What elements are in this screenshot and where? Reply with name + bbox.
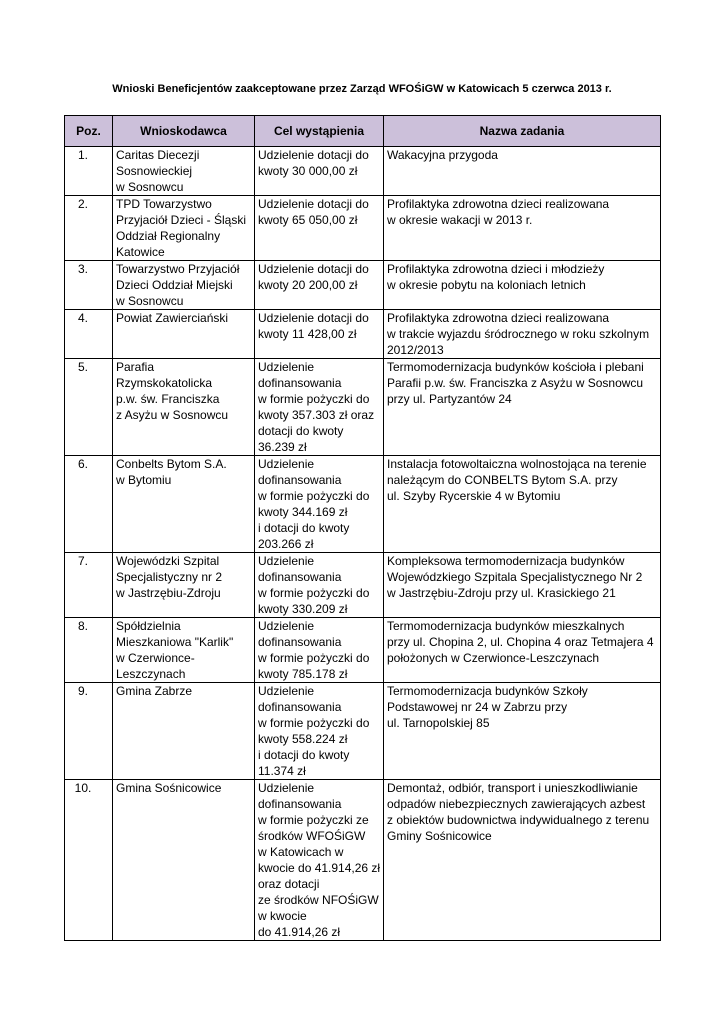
- table-row: [65, 456, 661, 553]
- cell-line: Termomodernizacja budynków kościoła i plebani: [387, 360, 644, 374]
- cell-wnioskodawca: [113, 683, 255, 780]
- cell-line: Gminy Sośnicowice: [387, 829, 492, 843]
- table-body: [65, 147, 661, 941]
- cell-line: i dotacji do kwoty: [258, 748, 350, 762]
- cell-line: Oddział Regionalny: [116, 229, 221, 243]
- header-row: [65, 116, 661, 147]
- cell-line: 11.374 zł: [258, 764, 306, 778]
- cell-line: dofinansowania: [258, 473, 342, 487]
- cell-line: Termomodernizacja budynków Szkoły: [387, 684, 588, 698]
- cell-line: ul. Szyby Rycerskie 4 w Bytomiu: [387, 489, 561, 503]
- cell-line: przy ul. Chopina 2, ul. Chopina 4 oraz Tetmajera 4: [387, 635, 654, 649]
- cell-wnioskodawca: [113, 780, 255, 941]
- cell-line: należącym do CONBELTS Bytom S.A. przy: [387, 473, 618, 487]
- cell-poz: 3.: [65, 261, 113, 310]
- cell-nazwa: [384, 618, 661, 683]
- cell-line: w Jastrzębiu-Zdroju przy ul. Krasickiego 21: [387, 586, 616, 600]
- cell-cel: [255, 196, 384, 261]
- cell-line: dofinansowania: [258, 700, 342, 714]
- cell-line: w Sosnowcu: [116, 294, 184, 308]
- cell-cel: [255, 359, 384, 456]
- cell-line: ul. Tarnopolskiej 85: [387, 716, 490, 730]
- cell-line: 36.239 zł: [258, 440, 307, 454]
- cell-line: dofinansowania: [258, 376, 342, 390]
- cell-poz: 6.: [65, 456, 113, 553]
- cell-line: Udzielenie: [258, 619, 315, 633]
- cell-poz: 4.: [65, 310, 113, 359]
- cell-line: Udzielenie: [258, 360, 315, 374]
- cell-line: w trakcie wyjazdu śródrocznego w roku szkolnym: [387, 327, 650, 341]
- cell-line: Instalacja fotowoltaiczna wolnostojąca na terenie: [387, 457, 647, 471]
- column-header-cel: Cel wystąpienia: [255, 116, 384, 147]
- cell-line: w Katowicach w: [258, 845, 344, 859]
- cell-line: dofinansowania: [258, 797, 342, 811]
- cell-line: Udzielenie: [258, 781, 315, 795]
- cell-poz: 10.: [65, 780, 113, 941]
- cell-cel: [255, 780, 384, 941]
- cell-line: Conbelts Bytom S.A.: [116, 457, 227, 471]
- cell-wnioskodawca: [113, 147, 255, 196]
- cell-nazwa: [384, 147, 661, 196]
- cell-line: ze środków NFOŚiGW: [258, 893, 379, 907]
- cell-line: oraz dotacji: [258, 877, 320, 891]
- cell-line: Spółdzielnia: [116, 619, 181, 633]
- column-header-wnioskodawca: Wnioskodawca: [113, 116, 255, 147]
- cell-nazwa: [384, 261, 661, 310]
- cell-line: Udzielenie dotacji do: [258, 148, 369, 162]
- table-row: [65, 780, 661, 941]
- cell-line: dofinansowania: [258, 635, 342, 649]
- cell-line: kwoty 344.169 zł: [258, 505, 348, 519]
- cell-wnioskodawca: [113, 618, 255, 683]
- cell-cel: [255, 261, 384, 310]
- cell-line: kwoty 11 428,00 zł: [258, 327, 357, 341]
- table-row: [65, 310, 661, 359]
- cell-line: kwoty 30 000,00 zł: [258, 164, 358, 178]
- cell-line: Demontaż, odbiór, transport i unieszkodliwianie: [387, 781, 638, 795]
- cell-line: i dotacji do kwoty: [258, 521, 350, 535]
- cell-line: Caritas Diecezji: [116, 148, 200, 162]
- cell-poz: 8.: [65, 618, 113, 683]
- cell-line: kwoty 357.303 zł oraz: [258, 408, 375, 422]
- cell-line: w Bytomiu: [116, 473, 172, 487]
- cell-line: w Czerwionce-: [116, 651, 195, 665]
- cell-line: dotacji do kwoty: [258, 424, 344, 438]
- column-header-nazwa: Nazwa zadania: [384, 116, 661, 147]
- cell-line: Wojewódzki Szpital: [116, 554, 220, 568]
- cell-line: w kwocie: [258, 909, 307, 923]
- cell-poz: 5.: [65, 359, 113, 456]
- cell-line: przy ul. Partyzantów 24: [387, 392, 512, 406]
- table-row: [65, 196, 661, 261]
- cell-line: TPD Towarzystwo: [116, 197, 212, 211]
- cell-poz: 7.: [65, 553, 113, 618]
- cell-line: kwocie do 41.914,26 zł: [258, 861, 381, 875]
- cell-line: dofinansowania: [258, 570, 342, 584]
- cell-wnioskodawca: [113, 196, 255, 261]
- page-title: Wnioski Beneficjentów zaakceptowane przez Zarząd WFOŚiGW w Katowicach 5 czerwca 2013 r.: [112, 83, 612, 95]
- cell-line: 2012/2013: [387, 343, 444, 357]
- cell-line: Rzymskokatolicka: [116, 376, 213, 390]
- cell-wnioskodawca: [113, 456, 255, 553]
- cell-line: kwoty 558.224 zł: [258, 732, 348, 746]
- table-header: [65, 116, 661, 147]
- cell-line: 203.266 zł: [258, 537, 314, 551]
- cell-line: kwoty 65 050,00 zł: [258, 213, 358, 227]
- cell-line: Gmina Zabrze: [116, 684, 193, 698]
- cell-line: z Asyżu w Sosnowcu: [116, 408, 229, 422]
- cell-line: z obiektów budownictwa indywidualnego z terenu: [387, 813, 650, 827]
- cell-line: kwoty 20 200,00 zł: [258, 278, 358, 292]
- cell-line: Udzielenie: [258, 554, 315, 568]
- cell-line: w formie pożyczki do: [258, 651, 370, 665]
- cell-poz: 1.: [65, 147, 113, 196]
- cell-line: położonych w Czerwionce-Leszczynach: [387, 651, 600, 665]
- cell-cel: [255, 683, 384, 780]
- cell-line: w formie pożyczki ze: [258, 813, 369, 827]
- cell-nazwa: [384, 553, 661, 618]
- cell-line: Podstawowej nr 24 w Zabrzu przy: [387, 700, 568, 714]
- cell-wnioskodawca: [113, 553, 255, 618]
- cell-line: kwoty 330.209 zł: [258, 602, 348, 616]
- cell-cel: [255, 553, 384, 618]
- cell-line: w formie pożyczki do: [258, 489, 370, 503]
- cell-line: w formie pożyczki do: [258, 716, 370, 730]
- cell-line: Przyjaciół Dzieci - Śląski: [116, 213, 247, 227]
- cell-line: Profilaktyka zdrowotna dzieci realizowana: [387, 197, 610, 211]
- cell-line: Udzielenie dotacji do: [258, 197, 369, 211]
- table-row: [65, 553, 661, 618]
- cell-line: Wojewódzkiego Szpitala Specjalistycznego Nr 2: [387, 570, 643, 584]
- cell-line: Parafii p.w. św. Franciszka z Asyżu w Sosnowcu: [387, 376, 644, 390]
- cell-line: Specjalistyczny nr 2: [116, 570, 223, 584]
- cell-line: Mieszkaniowa "Karlik": [116, 635, 234, 649]
- cell-line: Wakacyjna przygoda: [387, 148, 498, 162]
- cell-line: Profilaktyka zdrowotna dzieci realizowana: [387, 311, 610, 325]
- cell-cel: [255, 310, 384, 359]
- cell-line: Udzielenie dotacji do: [258, 262, 369, 276]
- column-header-poz: Poz.: [65, 116, 113, 147]
- cell-nazwa: [384, 359, 661, 456]
- cell-line: Dzieci Oddział Miejski: [116, 278, 233, 292]
- cell-line: Kompleksowa termomodernizacja budynków: [387, 554, 625, 568]
- cell-line: Leszczynach: [116, 667, 186, 681]
- cell-wnioskodawca: [113, 310, 255, 359]
- cell-wnioskodawca: [113, 261, 255, 310]
- cell-cel: [255, 147, 384, 196]
- cell-poz: 2.: [65, 196, 113, 261]
- cell-cel: [255, 456, 384, 553]
- cell-line: w formie pożyczki do: [258, 586, 370, 600]
- grants-table: [64, 115, 661, 941]
- cell-line: Gmina Sośnicowice: [116, 781, 222, 795]
- cell-nazwa: [384, 456, 661, 553]
- cell-line: w Jastrzębiu-Zdroju: [116, 586, 221, 600]
- cell-line: do 41.914,26 zł: [258, 925, 341, 939]
- cell-nazwa: [384, 310, 661, 359]
- table-row: [65, 683, 661, 780]
- cell-line: Udzielenie: [258, 457, 315, 471]
- table-row: [65, 261, 661, 310]
- cell-line: w formie pożyczki do: [258, 392, 370, 406]
- cell-line: Udzielenie: [258, 684, 315, 698]
- cell-line: Parafia: [116, 360, 155, 374]
- cell-line: Katowice: [116, 245, 165, 259]
- cell-line: w okresie wakacji w 2013 r.: [387, 213, 533, 227]
- cell-line: kwoty 785.178 zł: [258, 667, 348, 681]
- cell-line: Towarzystwo Przyjaciół: [116, 262, 240, 276]
- cell-line: w okresie pobytu na koloniach letnich: [387, 278, 586, 292]
- cell-line: p.w. św. Franciszka: [116, 392, 220, 406]
- cell-line: Profilaktyka zdrowotna dzieci i młodzieży: [387, 262, 605, 276]
- cell-line: Termomodernizacja budynków mieszkalnych: [387, 619, 625, 633]
- cell-line: w Sosnowcu: [116, 180, 184, 194]
- table-row: [65, 359, 661, 456]
- cell-line: Sosnowieckiej: [116, 164, 193, 178]
- table-row: [65, 147, 661, 196]
- cell-nazwa: [384, 683, 661, 780]
- table-row: [65, 618, 661, 683]
- cell-cel: [255, 618, 384, 683]
- cell-nazwa: [384, 196, 661, 261]
- cell-line: Powiat Zawierciański: [116, 311, 229, 325]
- cell-wnioskodawca: [113, 359, 255, 456]
- cell-line: odpadów niebezpiecznych zawierających azbest: [387, 797, 646, 811]
- cell-line: środków WFOŚiGW: [258, 829, 366, 843]
- cell-line: Udzielenie dotacji do: [258, 311, 369, 325]
- cell-nazwa: [384, 780, 661, 941]
- cell-poz: 9.: [65, 683, 113, 780]
